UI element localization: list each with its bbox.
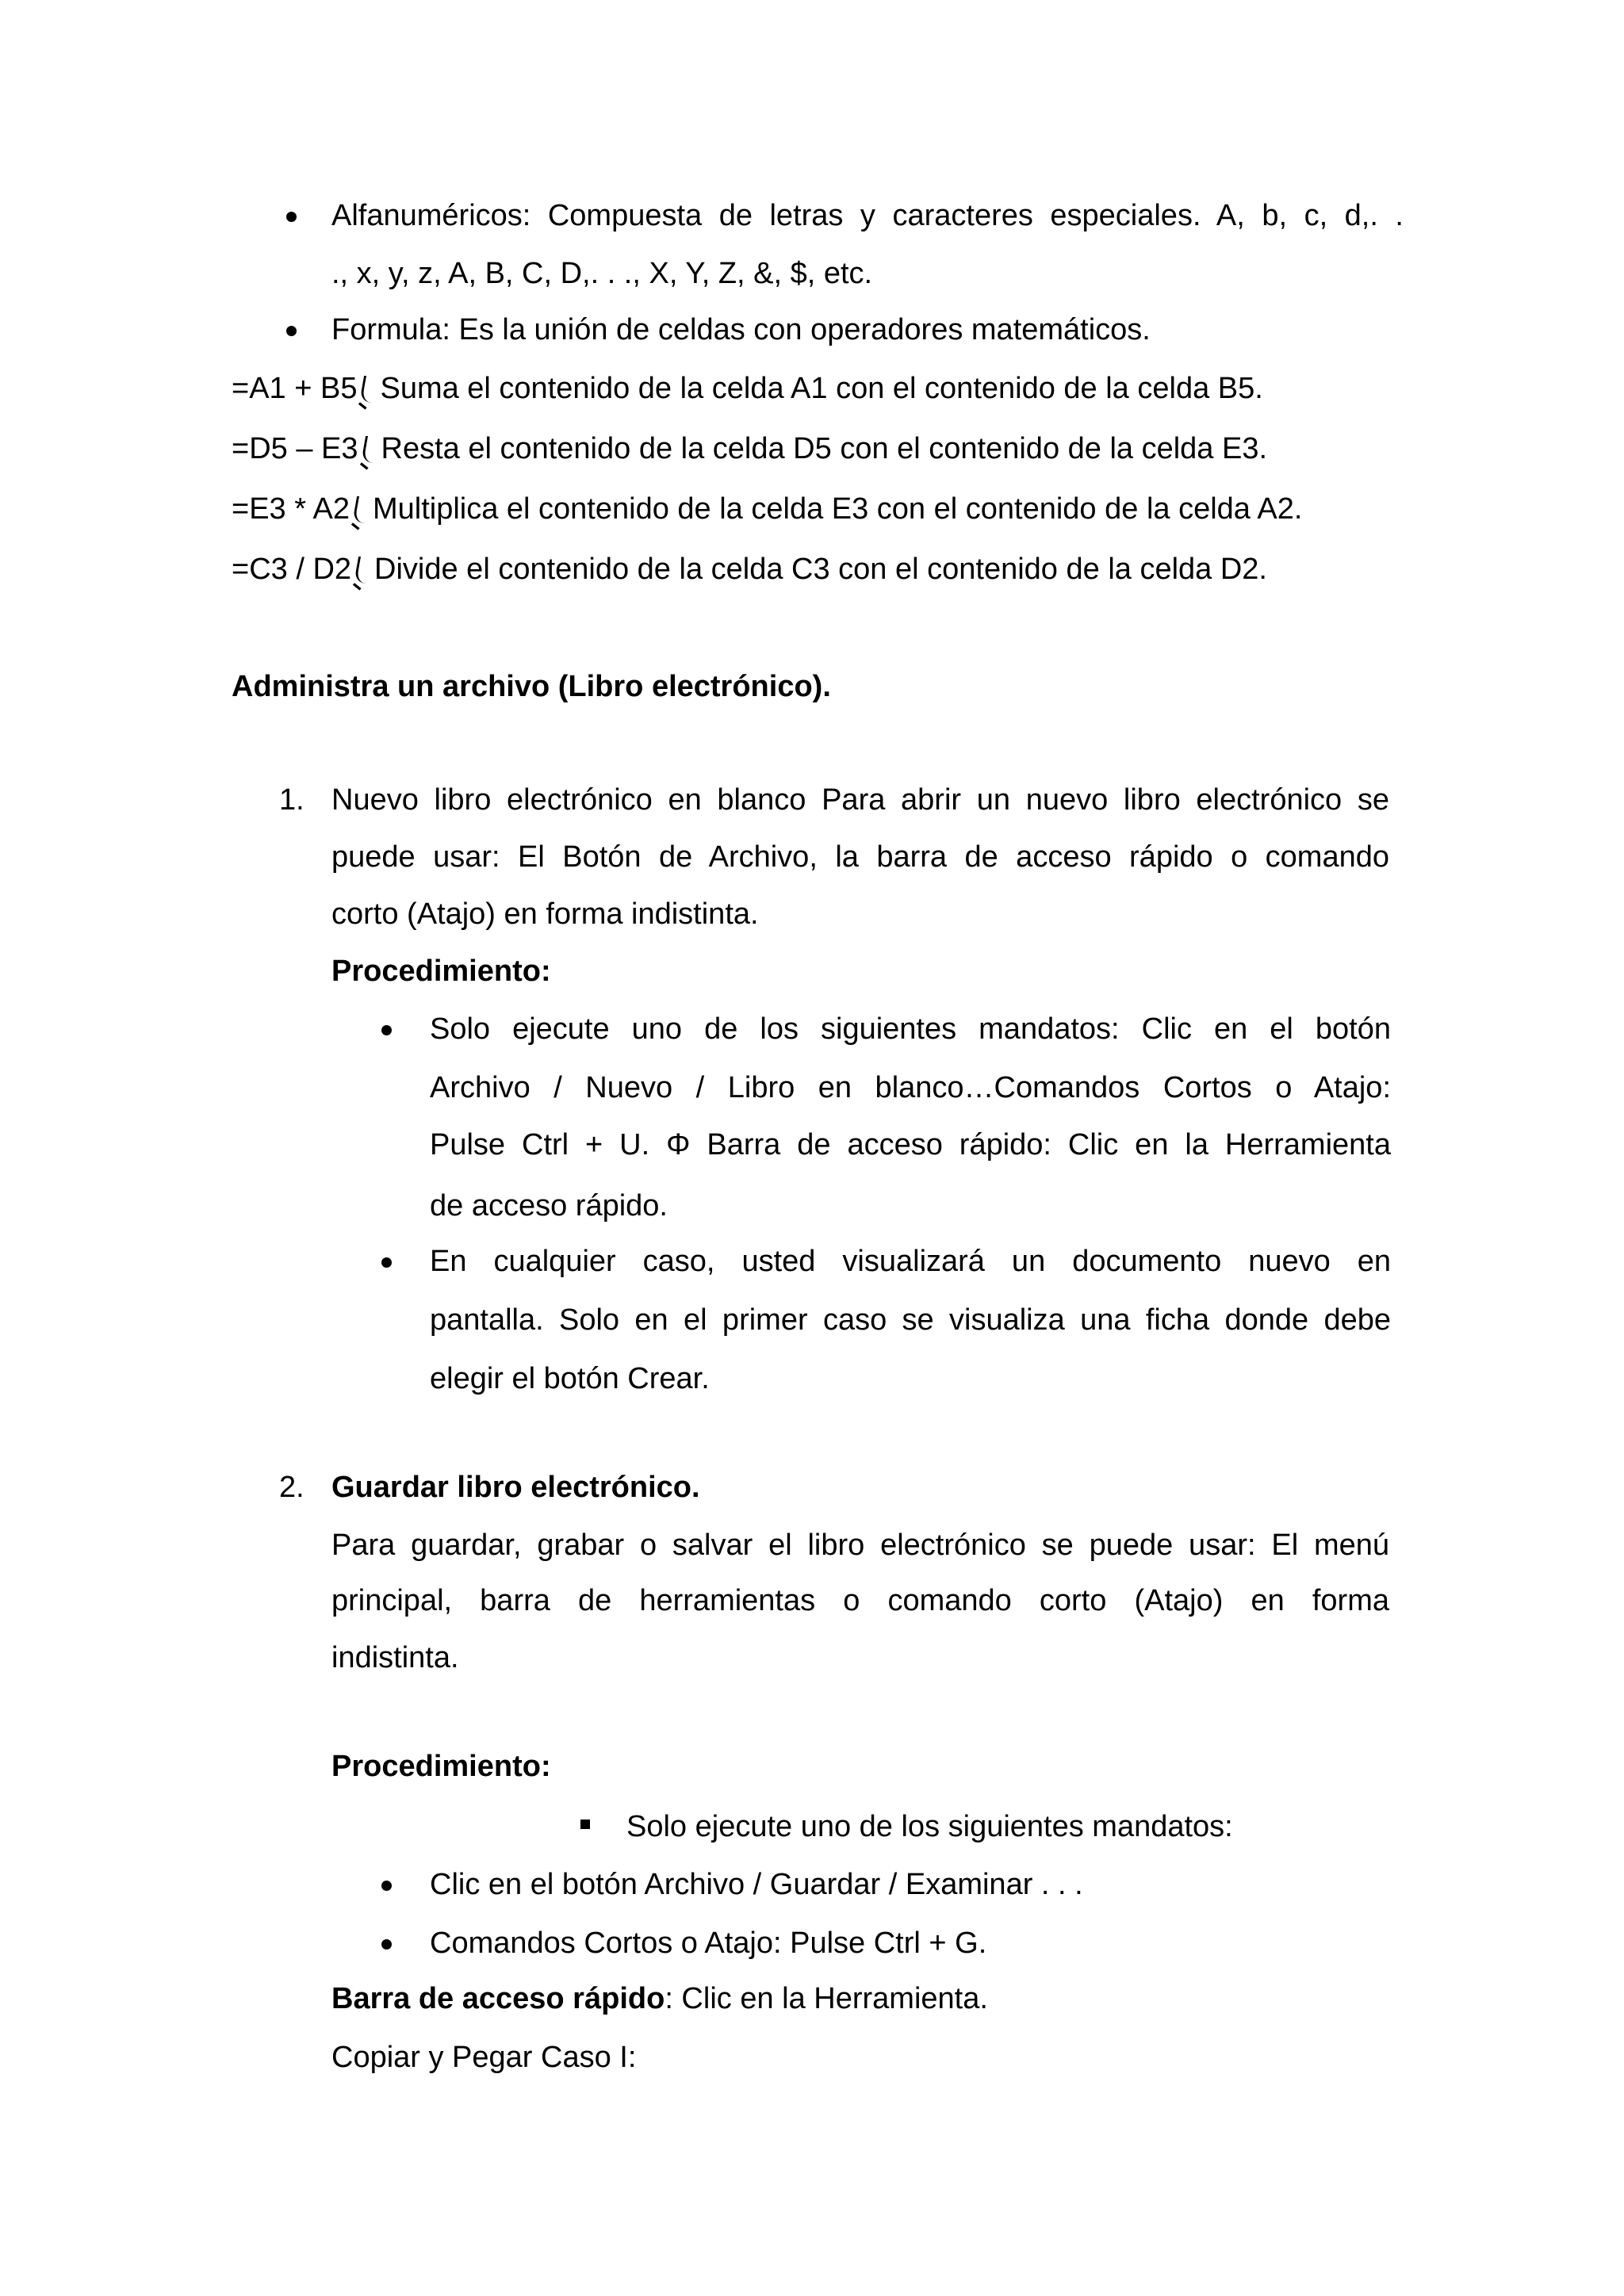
list-item-alfanumericos-line1: Alfanuméricos: Compuesta de letras y caracteres especiales. A, b, c, d,. . <box>331 199 1404 232</box>
item2-bullet2: Comandos Cortos o Atajo: Pulse Ctrl + G. <box>430 1927 987 1960</box>
arrow-icon <box>354 557 372 584</box>
bullet-icon <box>381 1881 392 1891</box>
formula-description: Resta el contenido de la celda D5 con el contenido de la celda E3. <box>381 432 1268 465</box>
arrow-icon <box>359 376 377 403</box>
item2-title: Guardar libro electrónico. <box>331 1471 700 1504</box>
item2-paragraph-line2: principal, barra de herramientas o comando corto (Atajo) en forma <box>331 1584 1389 1617</box>
formula-description: Multiplica el contenido de la celda E3 con el contenido de la celda A2. <box>372 492 1303 526</box>
item1-bullet2-line2: pantalla. Solo en el primer caso se visualiza una ficha donde debe <box>430 1303 1391 1337</box>
formula-expression: =E3 * A2 <box>232 492 350 526</box>
copy-paste-line: Copiar y Pegar Caso I: <box>331 2041 637 2074</box>
formula-row <box>232 434 1267 464</box>
list-number: 2. <box>279 1471 304 1504</box>
list-item-alfanumericos-line2: ., x, y, z, A, B, C, D,. . ., X, Y, Z, &, $, etc. <box>331 257 873 290</box>
list-item-formula: Formula: Es la unión de celdas con operadores matemáticos. <box>331 313 1151 346</box>
formula-description: Suma el contenido de la celda A1 con el contenido de la celda B5. <box>380 372 1263 405</box>
formula-row <box>232 554 1267 584</box>
item1-bullet1-line3: Pulse Ctrl + U. Φ Barra de acceso rápido: Clic en la Herramienta <box>430 1128 1391 1161</box>
item1-bullet2-line1: En cualquier caso, usted visualizará un documento nuevo en <box>430 1245 1391 1278</box>
procedure-label: Procedimiento: <box>331 1750 551 1783</box>
bullet-icon <box>381 1939 392 1950</box>
item1-paragraph-line2: puede usar: El Botón de Archivo, la barra de acceso rápido o comando <box>331 840 1389 874</box>
item1-bullet2-line3: elegir el botón Crear. <box>430 1362 710 1395</box>
formula-expression: =C3 / D2 <box>232 553 352 586</box>
formula-expression: =D5 – E3 <box>232 432 358 465</box>
item1-bullet1-line4: de acceso rápido. <box>430 1189 668 1223</box>
formula-row <box>232 373 1263 404</box>
item2-bullet1: Clic en el botón Archivo / Guardar / Examinar . . . <box>430 1868 1083 1901</box>
square-bullet-icon <box>580 1820 590 1829</box>
item2-paragraph-line1: Para guardar, grabar o salvar el libro electrónico se puede usar: El menú <box>331 1529 1389 1562</box>
arrow-icon <box>361 436 379 463</box>
item1-bullet1-line1: Solo ejecute uno de los siguientes mandatos: Clic en el botón <box>430 1012 1391 1046</box>
item2-square-bullet: Solo ejecute uno de los siguientes mandatos: <box>626 1810 1233 1843</box>
quick-access-text: : Clic en la Herramienta. <box>665 1982 988 2015</box>
arrow-icon <box>352 496 370 523</box>
bullet-icon <box>286 212 297 222</box>
bullet-icon <box>286 326 297 336</box>
procedure-label: Procedimiento: <box>331 955 551 988</box>
list-number: 1. <box>279 783 304 817</box>
quick-access-line <box>331 1984 988 2014</box>
formula-row <box>232 494 1302 524</box>
item1-paragraph-line3: corto (Atajo) en forma indistinta. <box>331 897 759 931</box>
quick-access-label: Barra de acceso rápido <box>331 1982 665 2015</box>
bullet-icon <box>381 1025 392 1035</box>
formula-expression: =A1 + B5 <box>232 372 358 405</box>
item2-paragraph-line3: indistinta. <box>331 1641 459 1674</box>
section-heading: Administra un archivo (Libro electrónico). <box>232 670 831 703</box>
formula-description: Divide el contenido de la celda C3 con el contenido de la celda D2. <box>374 553 1267 586</box>
item1-paragraph-line1: Nuevo libro electrónico en blanco Para abrir un nuevo libro electrónico se <box>331 783 1389 817</box>
item1-bullet1-line2: Archivo / Nuevo / Libro en blanco…Comandos Cortos o Atajo: <box>430 1071 1391 1104</box>
bullet-icon <box>381 1257 392 1268</box>
